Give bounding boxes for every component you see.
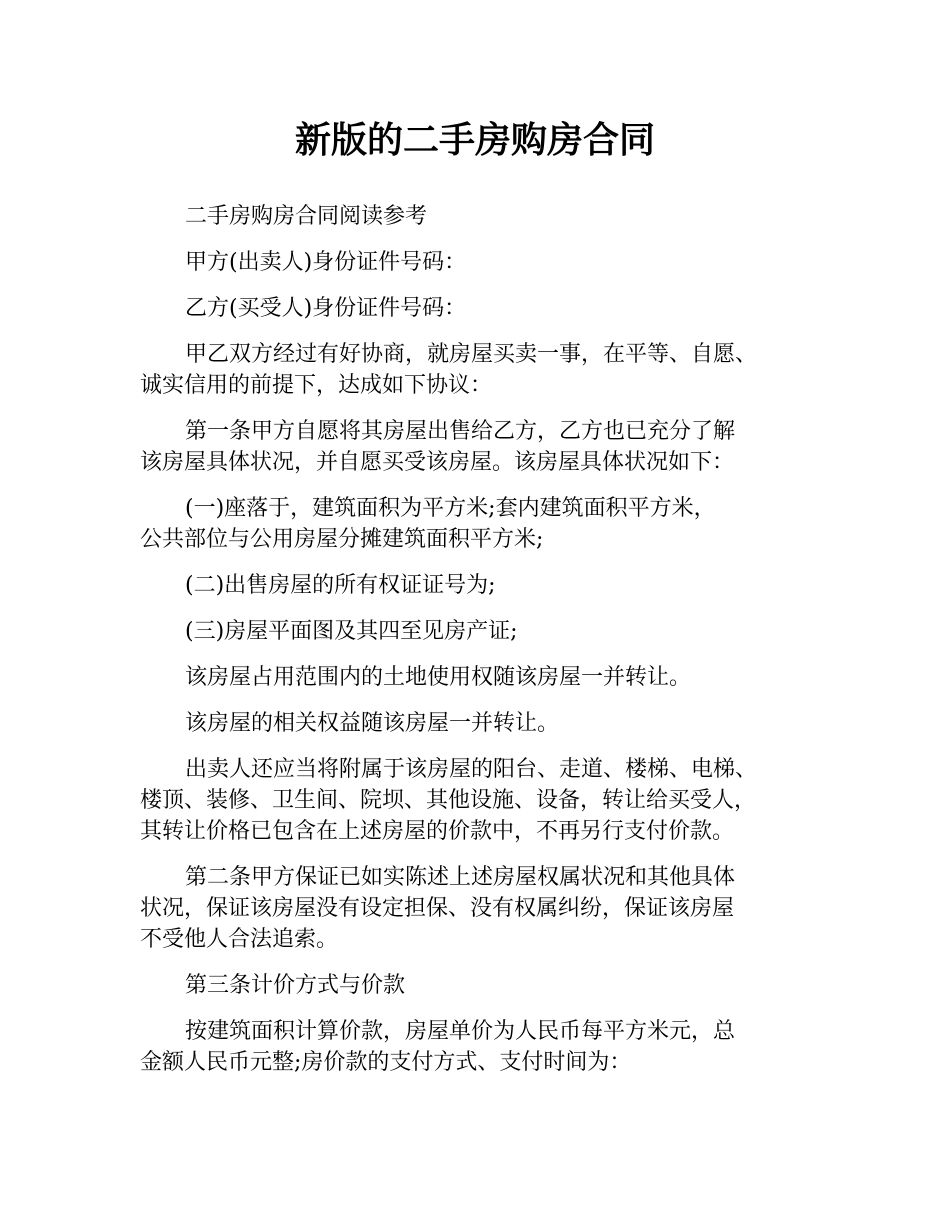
paragraph-text: 出卖人还应当将附属于该房屋的阳台、走道、楼梯、电梯、 楼顶、装修、卫生间、院坝、其他设施、设备，转让给买受人， 其转让价格已包含在上述房屋的价款中，不再另行支付价款。 bbox=[140, 757, 758, 844]
paragraph-item-1 bbox=[140, 493, 820, 555]
paragraph-reading-reference bbox=[140, 201, 820, 232]
paragraph-text: 第一条甲方自愿将其房屋出售给乙方，乙方也已充分了解 该房屋具体状况，并自愿买受该房屋。该房屋具体状况如下： bbox=[140, 419, 736, 475]
paragraph-article-1 bbox=[140, 416, 820, 478]
paragraph-text: 按建筑面积计算价款，房屋单价为人民币每平方米元，总 金额人民币元整;房价款的支付方式、支付时间为： bbox=[140, 1019, 736, 1075]
paragraph-pricing bbox=[140, 1016, 820, 1078]
paragraph-text: 该房屋的相关权益随该房屋一并转让。 bbox=[185, 711, 560, 736]
paragraph-attached-facilities bbox=[140, 754, 820, 847]
paragraph-land-use-right bbox=[140, 662, 820, 693]
paragraph-text: 第三条计价方式与价款 bbox=[185, 973, 406, 998]
paragraph-related-rights bbox=[140, 708, 820, 739]
document-body bbox=[140, 201, 820, 1093]
document-title: 新版的二手房购房合同 bbox=[294, 120, 655, 161]
paragraph-article-2 bbox=[140, 862, 820, 955]
paragraph-text: 乙方(买受人)身份证件号码： bbox=[185, 296, 467, 321]
paragraph-text: 甲方(出卖人)身份证件号码： bbox=[185, 250, 467, 275]
paragraph-item-2 bbox=[140, 570, 820, 601]
paragraph-agreement-intro bbox=[140, 339, 820, 401]
paragraph-article-3 bbox=[140, 970, 820, 1001]
paragraph-text: 该房屋占用范围内的土地使用权随该房屋一并转让。 bbox=[185, 665, 692, 690]
paragraph-text: (三)房屋平面图及其四至见房产证; bbox=[185, 619, 518, 644]
paragraph-party-a-id bbox=[140, 247, 820, 278]
paragraph-text: (一)座落于，建筑面积为平方米;套内建筑面积平方米， 公共部位与公用房屋分摊建筑面积平方米; bbox=[140, 496, 716, 552]
paragraph-text: 甲乙双方经过有好协商，就房屋买卖一事，在平等、自愿、 诚实信用的前提下，达成如下协议： bbox=[140, 342, 758, 398]
paragraph-text: 第二条甲方保证已如实陈述上述房屋权属状况和其他具体 状况，保证该房屋没有设定担保、没有权属纠纷，保证该房屋 不受他人合法追索。 bbox=[140, 865, 736, 952]
paragraph-text: (二)出售房屋的所有权证证号为; bbox=[185, 573, 496, 598]
paragraph-text: 二手房购房合同阅读参考 bbox=[185, 204, 428, 229]
paragraph-party-b-id bbox=[140, 293, 820, 324]
paragraph-item-3 bbox=[140, 616, 820, 647]
